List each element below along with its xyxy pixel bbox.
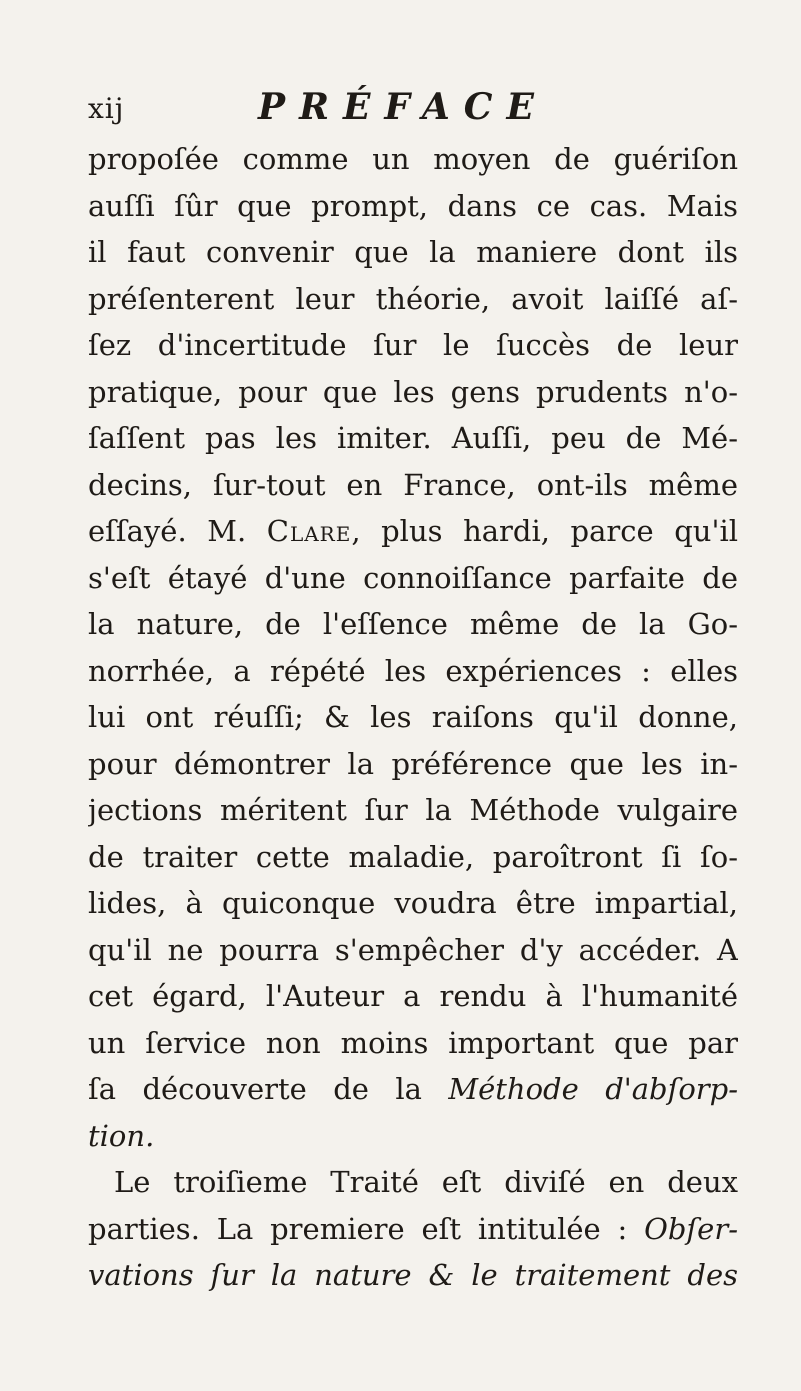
text-segment: parties. La premiere eſt intitulée : xyxy=(88,1211,645,1246)
text-line: pratique, pour que les gens prudents n'o- xyxy=(88,374,738,409)
text-line: la nature, de l'eſſence même de la Go- xyxy=(88,607,738,641)
paragraph-start-line: Le troiſieme Traité eſt diviſé en deux xyxy=(114,1165,738,1199)
text-line xyxy=(88,1066,738,1113)
book-title: Méthode d'abſorp- xyxy=(448,1072,738,1106)
text-line: pour démontrer la préférence que les in- xyxy=(88,746,738,781)
text-line: s'eſt étayé d'une connoiſſance parfaite de xyxy=(88,560,738,595)
text-line: lui ont réuſſi; & les raiſons qu'il donne, xyxy=(88,700,738,734)
text-line: jections méritent ſur la Méthode vulgaire xyxy=(88,793,738,827)
running-title: PRÉFACE xyxy=(258,86,548,128)
text-segment: , plus hardi, parce qu'il xyxy=(351,514,738,548)
book-title: Obſer- xyxy=(644,1211,738,1246)
text-line: ſez d'incertitude ſur le ſuccès de leur xyxy=(88,328,738,362)
text-line: cet égard, l'Auteur a rendu à l'humanité xyxy=(88,979,738,1013)
text-line: de traiter cette maladie, paroîtront ſi ſo- xyxy=(88,839,738,874)
text-line xyxy=(88,1206,738,1253)
text-line: un ſervice non moins important que par xyxy=(88,1025,738,1060)
text-segment: eſſayé. M. xyxy=(88,514,267,548)
running-head xyxy=(88,86,738,132)
text-line: tion. xyxy=(88,1118,155,1153)
text-line: propoſée comme un moyen de guériſon xyxy=(88,142,738,176)
page-number: xij xyxy=(88,92,125,125)
text-line: ſaſſent pas les imiter. Auſſi, peu de Mé- xyxy=(88,421,738,455)
text-line: il faut convenir que la maniere dont ils xyxy=(88,235,738,269)
text-line xyxy=(88,508,738,555)
text-line: lides, à quiconque voudra être impartial, xyxy=(88,886,738,920)
text-line: decins, ſur-tout en France, ont-ils même xyxy=(88,467,738,502)
text-line: préſenterent leur théorie, avoit laiſſé aſ- xyxy=(88,281,738,316)
text-line: qu'il ne pourra s'empêcher d'y accéder. A xyxy=(88,932,738,967)
body-text xyxy=(88,136,738,1299)
text-line: auſſi ſûr que prompt, dans ce cas. Mais xyxy=(88,188,738,223)
person-name: Clare xyxy=(266,514,352,548)
text-line: norrhée, a répété les expériences : elles xyxy=(88,653,738,688)
text-line: vations ſur la nature & le traitement des xyxy=(88,1258,738,1292)
text-segment: ſa découverte de la xyxy=(88,1072,449,1106)
